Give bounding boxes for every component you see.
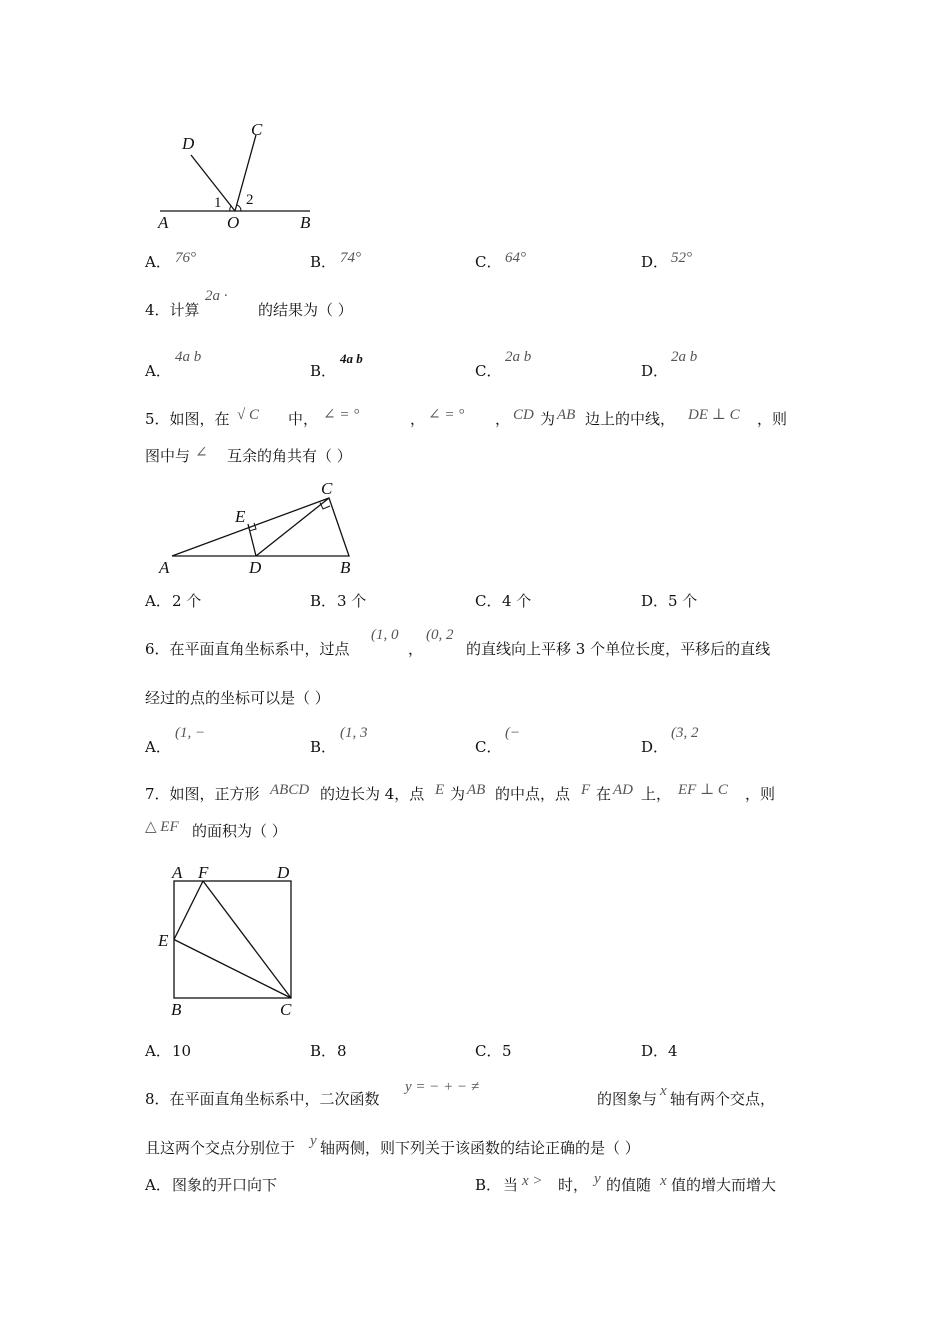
label-D: D xyxy=(249,558,262,577)
q7-ad: AD xyxy=(613,782,633,798)
q7-text-6: 上， xyxy=(641,785,672,803)
q4-option-c-value: 2a b xyxy=(505,349,532,365)
q7-text-7: ，则 xyxy=(745,785,776,803)
label-A: A xyxy=(159,558,170,577)
q3-option-a-letter: A． xyxy=(145,253,171,271)
label-E: E xyxy=(235,507,246,526)
q3-option-a-value: 76° xyxy=(175,250,196,266)
q5-option-b-letter: B． xyxy=(310,592,337,610)
q7-text-5: 在 xyxy=(596,785,612,803)
label-E: E xyxy=(158,931,169,950)
q6-text-1: 6．在平面直角坐标系中，过点 xyxy=(145,640,350,658)
q5-angle-1: ∠ = ° xyxy=(323,407,360,423)
q6-option-a-letter: A． xyxy=(145,738,171,756)
q5-angle-2: ∠ = ° xyxy=(428,407,465,423)
q8-text-1: 8．在平面直角坐标系中，二次函数 xyxy=(145,1090,380,1108)
q4-option-c-letter: C． xyxy=(475,362,502,380)
angle-2-label: 2 xyxy=(246,192,254,208)
q6-option-d-letter: D． xyxy=(641,738,669,756)
q4-expression: 2a · xyxy=(205,288,228,304)
q7-text-3: 为 xyxy=(450,785,466,803)
q6-point-2: (0, 2 xyxy=(426,627,454,643)
q8-x-axis: x xyxy=(660,1083,667,1099)
q5-option-c-value: 4 个 xyxy=(502,592,532,610)
q8-text-3: 轴有两个交点， xyxy=(670,1090,776,1108)
label-B: B xyxy=(300,213,311,232)
q5-option-a-letter: A． xyxy=(145,592,171,610)
q7-ef-perp: EF ⊥ C xyxy=(678,782,728,798)
q8-option-b-letter: B． xyxy=(475,1176,502,1194)
q4-option-d-letter: D． xyxy=(641,362,669,380)
q3-option-b-value: 74° xyxy=(340,250,361,266)
q5-cd: CD xyxy=(513,407,534,423)
q4-option-a-value: 4a b xyxy=(175,349,202,365)
label-C: C xyxy=(280,1000,292,1019)
q8-option-b-text-4: 值的增大而增大 xyxy=(671,1176,777,1194)
q7-option-a-letter: A． xyxy=(145,1042,171,1060)
q7-option-c-value: 5 xyxy=(502,1042,512,1060)
q4-option-d-value: 2a b xyxy=(671,349,698,365)
q6-point-1: (1, 0 xyxy=(371,627,399,643)
q5-option-b-value: 3 个 xyxy=(337,592,367,610)
q4-option-a-letter: A． xyxy=(145,362,171,380)
label-C: C xyxy=(251,120,263,139)
q5-option-d-letter: D． xyxy=(641,592,669,610)
q4-suffix: 的结果为（ ） xyxy=(258,301,353,319)
label-O: O xyxy=(227,213,240,232)
q6-option-a-value: (1, − xyxy=(175,725,206,741)
q6-option-c-letter: C． xyxy=(475,738,502,756)
q8-line2-text-1: 且这两个交点分别位于 xyxy=(145,1139,296,1157)
q7-point-f: F xyxy=(581,782,591,798)
q7-triangle-cef: △ EF xyxy=(145,819,179,835)
q5-text-7: ，则 xyxy=(757,410,788,428)
q7-square-abcd: ABCD xyxy=(270,782,310,798)
q7-option-a-value: 10 xyxy=(172,1042,192,1060)
q8-option-b-text-1: 当 xyxy=(503,1176,519,1194)
q7-option-d-value: 4 xyxy=(668,1042,678,1060)
q7-square-figure xyxy=(152,860,312,1020)
q8-option-a-text: 图象的开口向下 xyxy=(172,1176,278,1194)
q7-option-c-letter: C． xyxy=(475,1042,502,1060)
q5-line2-angle: ∠ xyxy=(195,445,208,461)
label-B: B xyxy=(340,558,351,577)
q8-option-b-y: y xyxy=(594,1171,601,1187)
label-D: D xyxy=(277,863,290,882)
q7-option-b-letter: B． xyxy=(310,1042,337,1060)
label-A: A xyxy=(172,863,183,882)
q8-option-b-text-2: 时， xyxy=(558,1176,589,1194)
q3-option-c-value: 64° xyxy=(505,250,526,266)
q3-option-d-value: 52° xyxy=(671,250,692,266)
q7-point-e: E xyxy=(435,782,445,798)
q6-option-c-value: (− xyxy=(505,725,521,741)
q6-line2: 经过的点的坐标可以是（ ） xyxy=(145,689,330,707)
q7-line2-text: 的面积为（ ） xyxy=(192,822,287,840)
q5-option-a-value: 2 个 xyxy=(172,592,202,610)
q5-triangle-figure xyxy=(155,475,365,580)
q3-option-d-letter: D． xyxy=(641,253,669,271)
label-D: D xyxy=(182,134,195,153)
q4-option-b-letter: B． xyxy=(310,362,337,380)
angle-1-label: 1 xyxy=(214,195,222,211)
q8-option-b-text-3: 的值随 xyxy=(606,1176,652,1194)
label-A: A xyxy=(158,213,169,232)
q7-option-d-letter: D． xyxy=(641,1042,669,1060)
q5-option-d-value: 5 个 xyxy=(668,592,698,610)
q8-line2-text-2: 轴两侧，则下列关于该函数的结论正确的是（ ） xyxy=(320,1139,640,1157)
q8-option-b-x-condition: x > xyxy=(522,1173,543,1189)
q6-option-d-value: (3, 2 xyxy=(671,725,699,741)
q8-option-b-x: x xyxy=(660,1173,667,1189)
q5-text-3: ， xyxy=(410,410,426,428)
q6-text-2: ， xyxy=(408,640,424,658)
q3-option-c-letter: C． xyxy=(475,253,502,271)
q5-triangle-abc: √ C xyxy=(237,407,259,423)
q5-line2-text-1: 图中与 xyxy=(145,447,191,465)
q8-quadratic-function: y = − + − ≠ xyxy=(405,1079,480,1095)
q7-text-1: 7．如图，正方形 xyxy=(145,785,260,803)
q4-option-b-value: 4a b xyxy=(340,351,363,366)
label-B: B xyxy=(171,1000,182,1019)
q8-text-2: 的图象与 xyxy=(597,1090,658,1108)
q5-text-4: ， xyxy=(495,410,511,428)
q7-text-4: 的中点，点 xyxy=(495,785,571,803)
q5-text-1: 5．如图，在 xyxy=(145,410,230,428)
q8-y-axis: y xyxy=(310,1133,317,1149)
q5-text-2: 中， xyxy=(288,410,319,428)
q6-text-3: 的直线向上平移 3 个单位长度，平移后的直线 xyxy=(466,640,771,658)
q5-text-6: 边上的中线， xyxy=(585,410,676,428)
q6-option-b-value: (1, 3 xyxy=(340,725,368,741)
q5-line2-text-2: 互余的角共有（ ） xyxy=(227,447,352,465)
q7-text-2: 的边长为 4，点 xyxy=(320,785,425,803)
q6-option-b-letter: B． xyxy=(310,738,337,756)
q5-text-5: 为 xyxy=(540,410,556,428)
q7-ab: AB xyxy=(467,782,486,798)
q7-option-b-value: 8 xyxy=(337,1042,347,1060)
label-C: C xyxy=(321,479,333,498)
q5-option-c-letter: C． xyxy=(475,592,502,610)
q5-ab: AB xyxy=(557,407,576,423)
q4-prefix: 4．计算 xyxy=(145,301,200,319)
q3-option-b-letter: B． xyxy=(310,253,337,271)
q5-de-perp: DE ⊥ C xyxy=(688,407,740,423)
q3-angle-figure xyxy=(150,115,330,240)
q8-option-a-letter: A． xyxy=(145,1176,171,1194)
label-F: F xyxy=(198,863,209,882)
